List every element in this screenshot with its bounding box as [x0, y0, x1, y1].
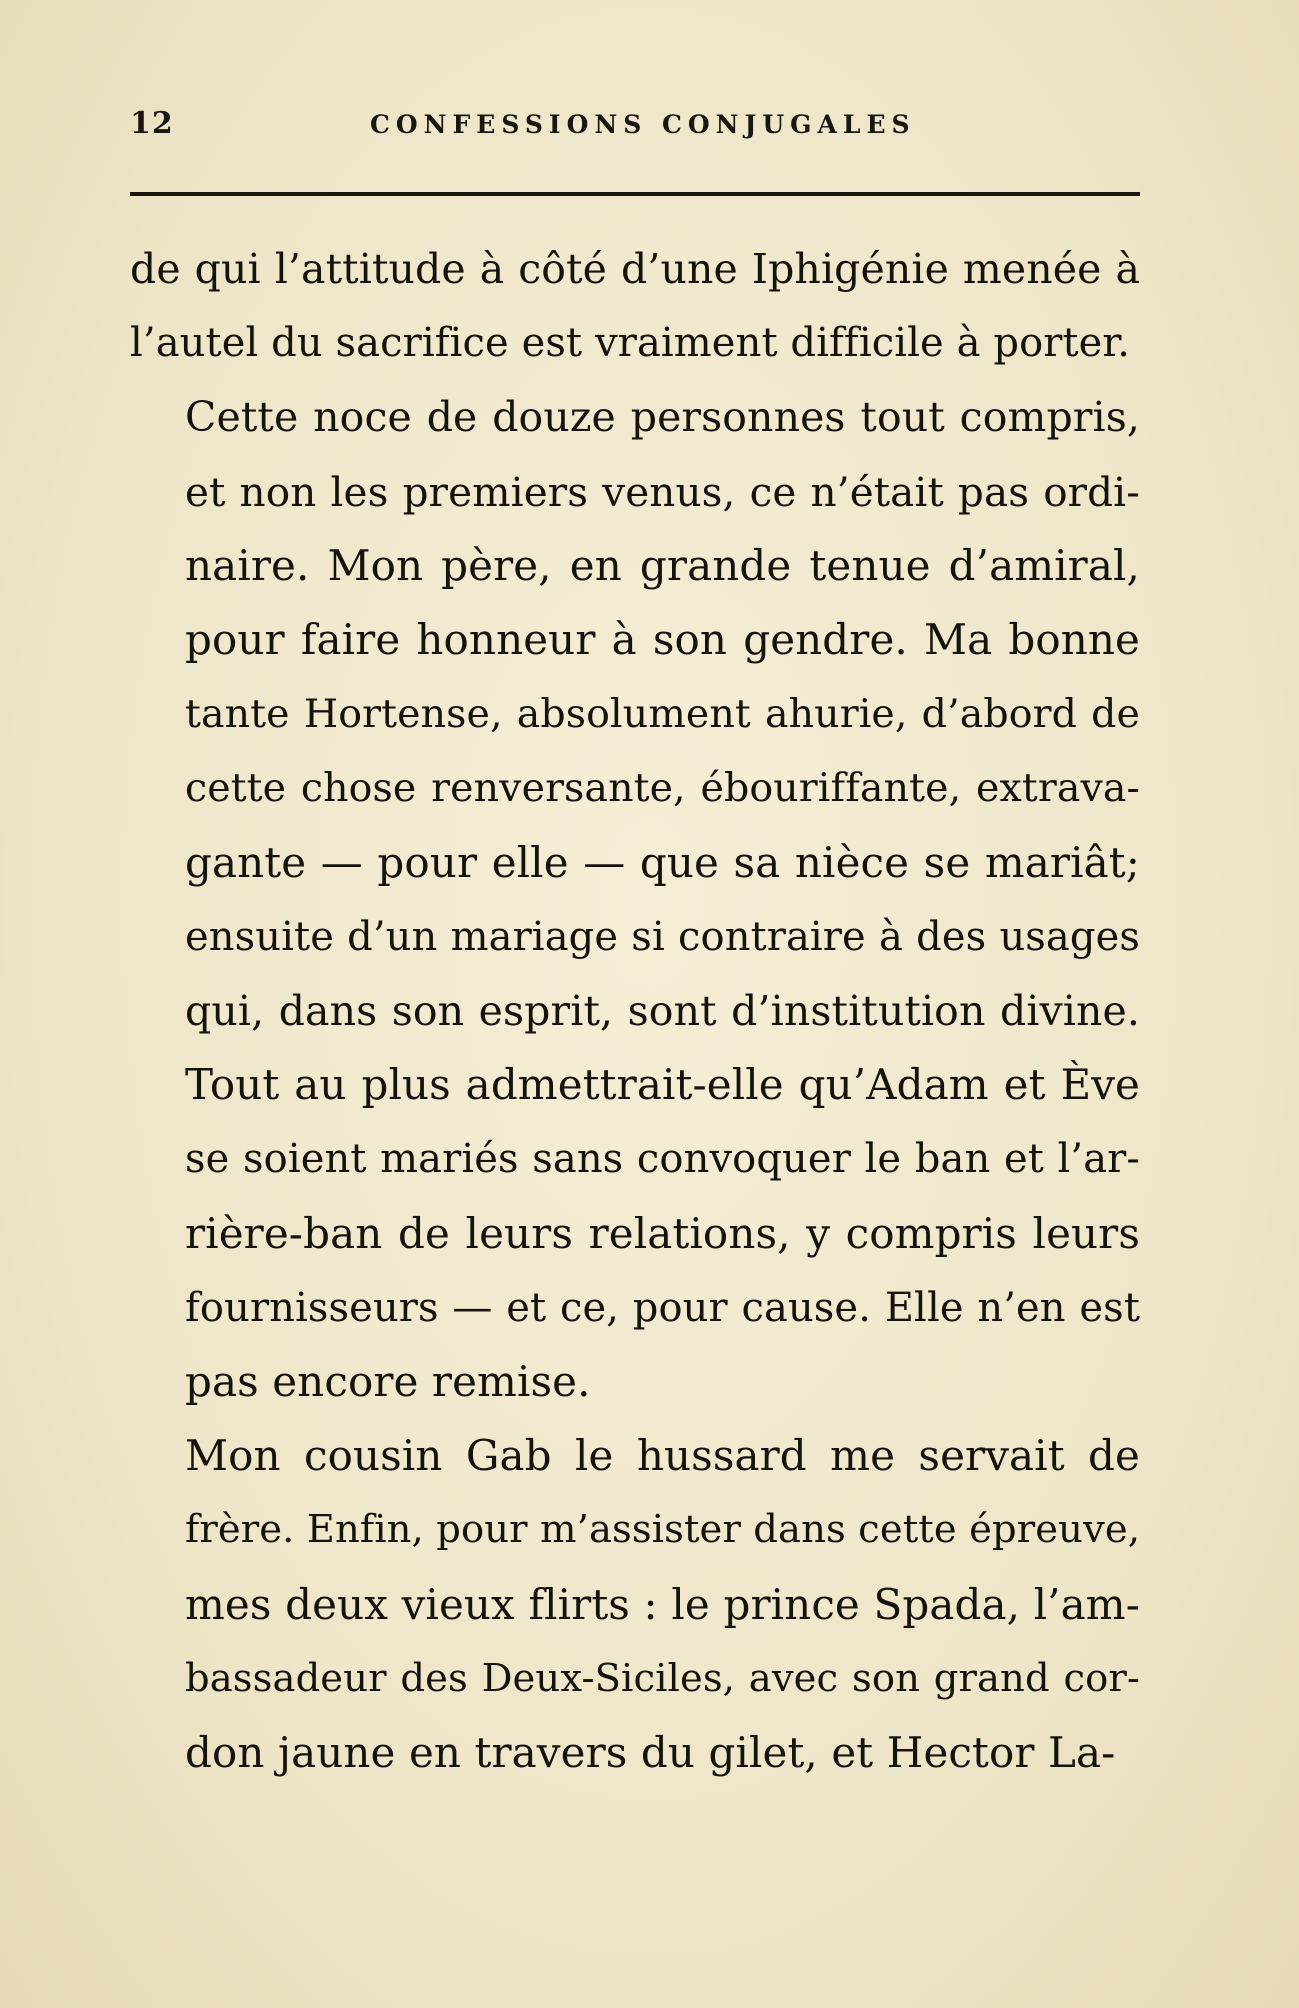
- text-line: pas encore remise.: [185, 1357, 591, 1407]
- running-title: CONFESSIONS CONJUGALES: [370, 110, 916, 139]
- text-line: fournisseurs — et ce, pour cause. Elle n’en est: [185, 1284, 1140, 1331]
- body-text: [130, 232, 1140, 1790]
- text-line: et non les premiers venus, ce n’était pas ordi-: [185, 467, 1140, 516]
- text-line: frère. Enfin, pour m’assister dans cette épreuve,: [185, 1507, 1141, 1553]
- text-line: qui, dans son esprit, sont d’institution divine.: [185, 987, 1140, 1036]
- text-line: gante — pour elle — que sa nièce se mariât;: [185, 837, 1140, 887]
- page-number: 12: [130, 106, 174, 141]
- header-rule: [130, 192, 1140, 196]
- text-line: Mon cousin Gab le hussard me servait de: [185, 1431, 1140, 1481]
- text-line: rière-ban de leurs relations, y compris leurs: [185, 1208, 1140, 1258]
- text-line: de qui l’attitude à côté d’une Iphigénie menée à: [130, 245, 1140, 293]
- text-line: ensuite d’un mariage si contraire à des usages: [185, 913, 1140, 960]
- text-line: tante Hortense, absolument ahurie, d’abord de: [185, 691, 1140, 738]
- text-line: pour faire honneur à son gendre. Ma bonne: [185, 615, 1140, 665]
- paragraph: [130, 1419, 1140, 1790]
- text-line: l’autel du sacrifice est vraiment difficile à porter.: [130, 320, 1131, 367]
- text-line: se soient mariés sans convoquer le ban et l’ar-: [185, 1136, 1140, 1183]
- text-line: mes deux vieux flirts : le prince Spada, l’am-: [185, 1579, 1140, 1629]
- text-line: don jaune en travers du gilet, et Hector La-: [185, 1728, 1116, 1778]
- paragraph: [130, 380, 1140, 1419]
- text-line: cette chose renversante, ébouriffante, extrava-: [185, 765, 1140, 812]
- text-line: naire. Mon père, en grande tenue d’amiral,: [185, 540, 1140, 590]
- text-line: Tout au plus admettrait-elle qu’Adam et Ève: [185, 1060, 1140, 1110]
- text-line: Cette noce de douze personnes tout compris,: [185, 393, 1140, 442]
- text-line: bassadeur des Deux-Siciles, avec son grand cor-: [185, 1655, 1140, 1701]
- paragraph: [130, 232, 1140, 380]
- page-header: [130, 100, 1140, 150]
